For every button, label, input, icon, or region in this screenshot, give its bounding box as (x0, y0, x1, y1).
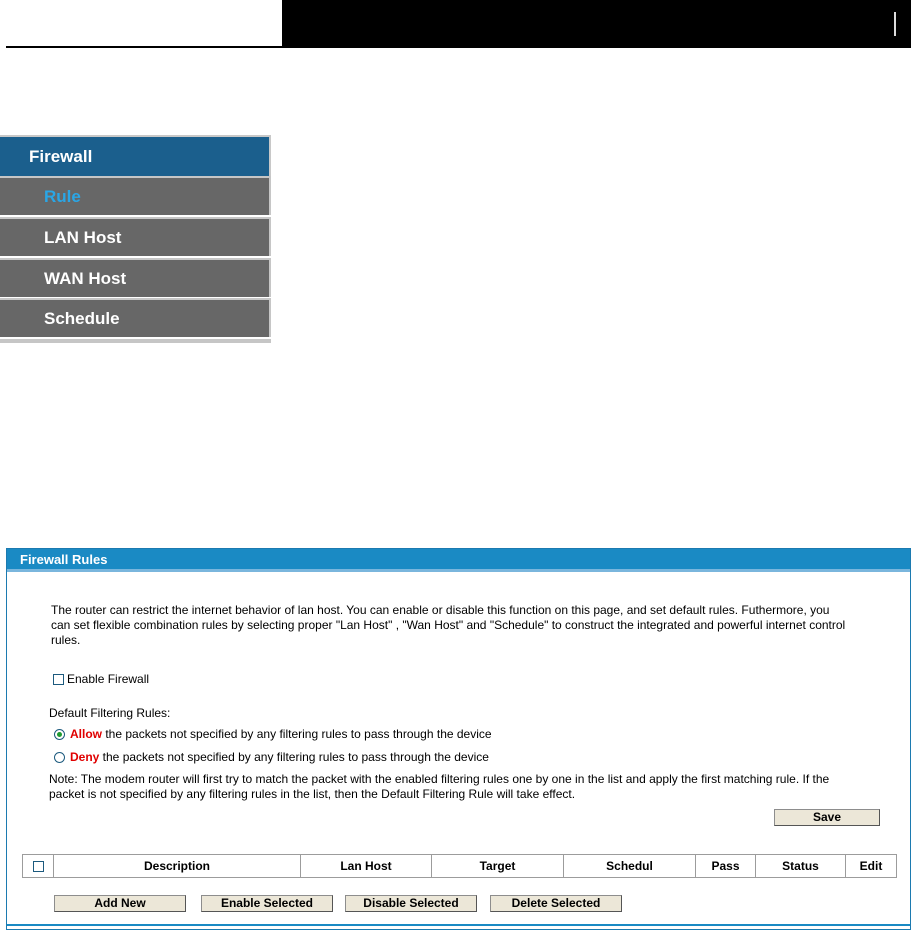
panel-title-bar (7, 549, 910, 572)
disable-selected-button[interactable]: Disable Selected (345, 895, 477, 912)
header-left-rule (6, 0, 282, 48)
allow-radio[interactable] (54, 729, 65, 740)
note-text (49, 772, 909, 802)
col-lan-host: Lan Host (301, 855, 432, 878)
sidebar-item-label: Schedule (44, 309, 120, 328)
sidebar-item-schedule[interactable] (0, 298, 271, 337)
sidebar-item-label: LAN Host (44, 228, 122, 247)
delete-selected-button[interactable]: Delete Selected (490, 895, 622, 912)
save-button[interactable]: Save (774, 809, 880, 826)
firewall-rules-panel (6, 548, 911, 930)
enable-firewall-label[interactable]: Enable Firewall (67, 672, 150, 686)
deny-text: the packets not specified by any filtering rules to pass through the device (99, 750, 489, 764)
panel-bottom-border (7, 924, 910, 926)
header-divider (894, 12, 896, 36)
intro-line-2: can set flexible combination rules by selecting proper "Lan Host" , "Wan Host" and "Schedule" to construct the integrated and powerful internet control (51, 618, 846, 632)
col-description: Description (54, 855, 301, 878)
enable-firewall-row (53, 672, 149, 687)
enable-firewall-checkbox[interactable] (53, 674, 64, 685)
panel-title: Firewall Rules (20, 552, 108, 567)
note-line-1: Note: The modem router will first try to match the packet with the enabled filtering rules one by one in the list and apply the first matching rule. If the (49, 772, 830, 786)
col-target: Target (432, 855, 564, 878)
deny-radio[interactable] (54, 752, 65, 763)
select-all-cell (23, 855, 54, 878)
add-new-button[interactable]: Add New (54, 895, 186, 912)
select-all-checkbox[interactable] (33, 861, 44, 872)
sidebar-item-label: WAN Host (44, 269, 127, 288)
allow-word: Allow (70, 727, 102, 741)
note-line-2: packet is not specified by any filtering rules in the list, then the Default Filtering Rule will take effect. (49, 787, 576, 801)
deny-word: Deny (70, 750, 100, 764)
sidebar-item-lan-host[interactable] (0, 217, 271, 256)
sidebar-menu (0, 135, 271, 343)
allow-option-row (54, 727, 492, 742)
deny-option-row (54, 750, 489, 765)
sidebar-item-label: Rule (44, 187, 81, 206)
intro-line-1: The router can restrict the internet behavior of lan host. You can enable or disable this function on this page, and set default rules. Futhermore, you (51, 603, 830, 617)
col-status: Status (756, 855, 846, 878)
sidebar-item-rule[interactable] (0, 176, 271, 215)
rules-table-header-row (23, 855, 897, 878)
sidebar-bottom-border (0, 339, 271, 343)
col-edit: Edit (846, 855, 897, 878)
default-filtering-label: Default Filtering Rules: (49, 706, 171, 720)
intro-text (51, 603, 891, 648)
rules-table (22, 854, 897, 878)
allow-text: the packets not specified by any filtering rules to pass through the device (102, 727, 492, 741)
header-bar (282, 0, 911, 48)
col-schedule: Schedul (564, 855, 696, 878)
sidebar-item-wan-host[interactable] (0, 258, 271, 297)
intro-line-3: rules. (51, 633, 81, 647)
col-pass: Pass (696, 855, 756, 878)
sidebar-header-label: Firewall (29, 147, 93, 166)
enable-selected-button[interactable]: Enable Selected (201, 895, 333, 912)
sidebar-header-firewall[interactable] (0, 135, 271, 176)
